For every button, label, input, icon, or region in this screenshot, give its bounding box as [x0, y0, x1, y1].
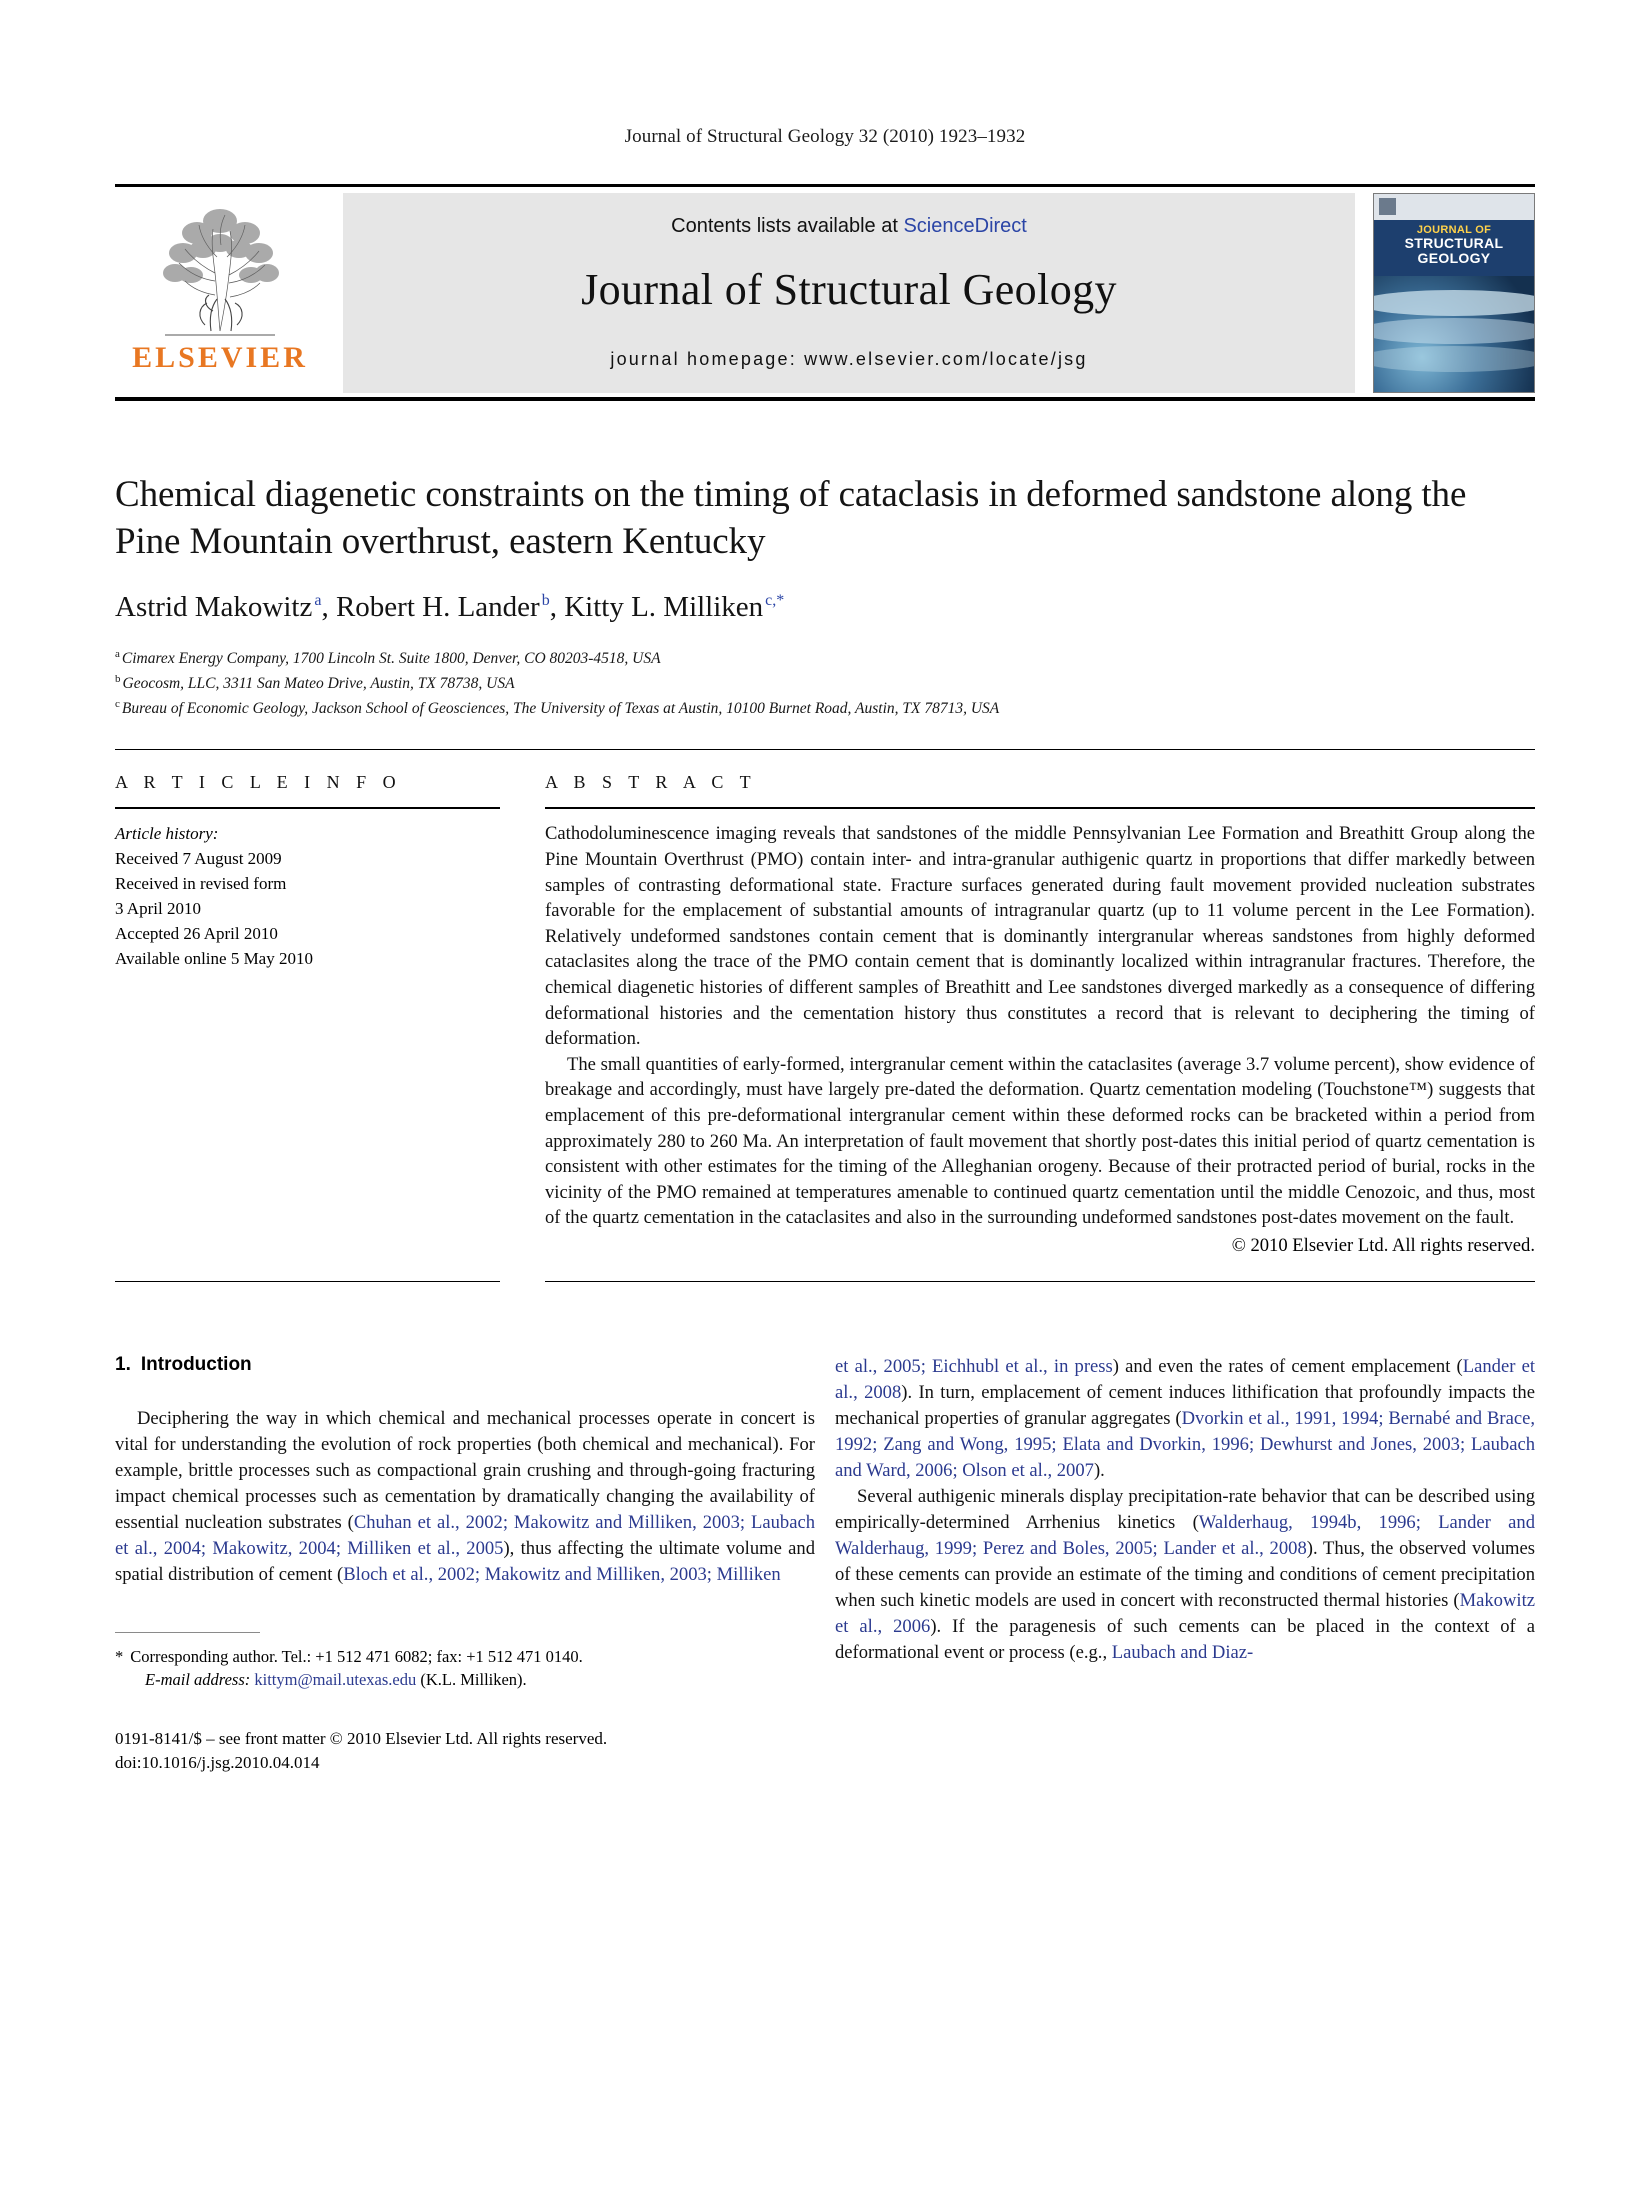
citation-group[interactable]: et al., 2005; Eichhubl et al., in press — [835, 1355, 1113, 1377]
author-separator: , — [321, 591, 336, 623]
info-section-top-rule — [115, 749, 1535, 750]
intro-text-2: ), thus affecting the ultimate volume and spatial distribution of cement ( — [115, 1537, 815, 1585]
author-affil-marker: a — [314, 592, 322, 610]
author-affil-marker: c,* — [765, 592, 785, 610]
author-name: Astrid Makowitz — [115, 591, 313, 623]
intro-text-3: ) and even the rates of cement emplacement ( — [1112, 1355, 1463, 1377]
body-right-column — [835, 1354, 1535, 1775]
intro-text-7: ). Thus, the observed volumes of these cements can provide an estimate of the timing and conditions of cement precipitation when such kinetic models are used in concert with reconstructed thermal histories ( — [835, 1537, 1536, 1611]
elsevier-wordmark: ELSEVIER — [132, 341, 308, 374]
info-bottom-rule-right — [545, 1281, 1535, 1282]
author-list — [115, 591, 1535, 624]
copyright-notice: © 2010 Elsevier Ltd. All rights reserved. — [1231, 1234, 1535, 1256]
affiliation-marker: a — [115, 648, 120, 660]
email-label: E-mail address: — [145, 1669, 251, 1689]
section-heading-introduction — [115, 1354, 815, 1376]
affiliation-item — [115, 694, 1535, 719]
frontmatter-line: 0191-8141/$ – see front matter © 2010 Elsevier Ltd. All rights reserved. — [115, 1728, 608, 1748]
citation-group[interactable]: Chuhan et al., 2002; Makowitz and Milliken, 2003; Laubach et al., 2004; Makowitz, 2004; Milliken et al., 2005 — [115, 1511, 815, 1559]
body-column-gap — [815, 1354, 835, 1775]
body-left-column — [115, 1354, 815, 1775]
doi-line[interactable]: doi:10.1016/j.jsg.2010.04.014 — [115, 1752, 320, 1772]
author-name: Robert H. Lander — [335, 591, 540, 623]
affiliation-text: Bureau of Economic Geology, Jackson School of Geosciences, The University of Texas at Austin, 10100 Burnet Road, Austin, TX 78713, USA — [121, 700, 1000, 718]
section-title: Introduction — [140, 1353, 252, 1375]
cover-logo-square — [1379, 198, 1396, 215]
cover-wave-3 — [1373, 346, 1535, 372]
cover-line-3: GEOLOGY — [1417, 250, 1491, 266]
cover-title-text — [1374, 224, 1534, 267]
article-history-item: Available online 5 May 2010 — [115, 949, 313, 969]
citation-group[interactable]: Makowitz et al., 2006 — [835, 1589, 1535, 1637]
article-history-item: Received 7 August 2009 — [115, 849, 282, 869]
article-info-column — [115, 772, 500, 1258]
corresponding-author-note — [115, 1645, 815, 1668]
affiliation-marker: c — [115, 698, 120, 711]
journal-homepage-link[interactable]: journal homepage: www.elsevier.com/locate/jsg — [610, 348, 1088, 369]
page-title: Chemical diagenetic constraints on the timing of cataclasis in deformed sandstone along the Pine Mountain overthrust, eastern Kentucky — [115, 474, 1467, 562]
cover-artwork — [1374, 276, 1534, 392]
article-info-rule — [115, 807, 500, 809]
section-number: 1. — [115, 1353, 131, 1375]
cover-wave-1 — [1373, 290, 1535, 316]
author-separator: , — [549, 591, 565, 623]
email-note — [115, 1668, 815, 1691]
intro-text-8: ). If the paragenesis of such cements can be placed in the context of a deformational event or process (e.g., — [835, 1615, 1535, 1663]
contents-prefix: Contents lists available at — [671, 214, 904, 237]
cover-line-2: STRUCTURAL — [1404, 235, 1504, 251]
abstract-paragraph: Cathodoluminescence imaging reveals that sandstones of the middle Pennsylvanian Lee Formation and Breathitt Group along the Pine Mountain Overthrust (PMO) contain inter- and intra-granular authigenic quartz in proportions that differ markedly between samples of contrasting deformational state. Fracture surfaces generated during fault movement provided nucleation substrates favorable for the emplacement of substantial amounts of intragranular quartz (up to 11 volume percent in the Lee Formation). Relatively undeformed sandstones contain cement that is dominantly intergranular whereas sandstones from highly deformed cataclasites along the trace of the PMO contain cement that is dominantly localized within intragranular fractures. Therefore, the chemical diagenetic histories of different samples of Breathitt and Lee sandstones diverged markedly as a consequence of differing deformational histories and the cementation history thus constitutes a record that is relevant to deciphering the timing of deformation. — [545, 823, 1535, 1050]
masthead-bottom-rule — [115, 397, 1535, 401]
info-bottom-rule-left — [115, 1281, 500, 1282]
cover-header-bar — [1374, 194, 1534, 220]
affiliation-item — [115, 669, 1535, 694]
abstract-column — [545, 772, 1535, 1258]
email-link[interactable]: kittym@mail.utexas.edu — [254, 1669, 417, 1689]
sciencedirect-link[interactable]: ScienceDirect — [903, 214, 1027, 237]
citation-group[interactable]: Lander et al., 2008 — [835, 1355, 1536, 1403]
affiliation-text: Geocosm, LLC, 3311 San Mateo Drive, Austin, TX 78738, USA — [122, 675, 515, 693]
citation-group[interactable]: Laubach and Diaz- — [1111, 1641, 1254, 1663]
author-item — [336, 591, 550, 623]
info-abstract-row — [115, 772, 1535, 1258]
elsevier-tree-icon — [145, 199, 295, 339]
affiliation-marker: b — [115, 673, 121, 686]
citation-group[interactable]: Walderhaug, 1994b, 1996; Lander and Walderhaug, 1999; Perez and Boles, 2005; Lander et al., 2008 — [835, 1511, 1535, 1559]
footnote-separator-rule — [115, 1632, 260, 1633]
elsevier-logo — [115, 193, 325, 393]
affiliation-text: Cimarex Energy Company, 1700 Lincoln St. Suite 1800, Denver, CO 80203-4518, USA — [121, 650, 661, 668]
abstract-label: A B S T R A C T — [545, 772, 757, 793]
column-gap — [500, 1281, 545, 1282]
article-history-item: Accepted 26 April 2010 — [115, 924, 278, 944]
author-item — [564, 591, 784, 623]
corresponding-author-text: Corresponding author. Tel.: +1 512 471 6082; fax: +1 512 471 0140. — [130, 1646, 583, 1666]
affiliation-item — [115, 644, 1535, 669]
author-item — [115, 591, 321, 623]
affiliation-list — [115, 644, 1535, 719]
intro-text-4: ). In turn, emplacement of cement induces lithification that profoundly impacts the mechanical properties of granular aggregates ( — [835, 1381, 1535, 1429]
intro-paragraph-right-1 — [835, 1354, 1535, 1484]
article-history-item: Received in revised form — [115, 874, 287, 894]
contents-list-line — [671, 215, 1027, 238]
cover-line-1: JOURNAL OF — [1416, 224, 1492, 236]
journal-banner — [343, 193, 1355, 393]
intro-paragraph-left — [115, 1406, 815, 1588]
citation-group[interactable]: Bloch et al., 2002; Makowitz and Milliken, 2003; Milliken — [343, 1563, 781, 1585]
article-history-item: 3 April 2010 — [115, 899, 201, 919]
citation-group[interactable]: Dvorkin et al., 1991, 1994; Bernabé and Brace, 1992; Zang and Wong, 1995; Elata and Dvorkin, 1996; Dewhurst and Jones, 2003; Laubach and Ward, 2006; Olson et al., 2007 — [835, 1407, 1535, 1481]
intro-text-1: Deciphering the way in which chemical and mechanical processes operate in concert is vital for understanding the evolution of rock properties (both chemical and mechanical). For example, brittle processes such as compactional grain crushing and through-going fracturing impact chemical processes such as cementation by dramatically changing the availability of essential nucleation substrates ( — [115, 1407, 815, 1533]
abstract-paragraph: The small quantities of early-formed, intergranular cement within the cataclasites (average 3.7 volume percent), show evidence of breakage and accordingly, must have largely pre-dated the deformation. Quartz cementation modeling (Touchstone™) suggests that emplacement of this pre-deformational intergranular cement within these deformed rocks can be bracketed within a period from approximately 280 to 260 Ma. An interpretation of fault movement that shortly post-dates this initial period of quartz cementation is consistent with other estimates for the timing of the Alleghanian orogeny. Because of their protracted period of burial, rocks in the vicinity of the PMO remained at temperatures amenable to continued quartz cementation until the middle Cenozoic, and thus, most of the quartz cementation in the cataclasites and also in the surrounding undeformed sandstones post-dates movement on the fault. — [545, 1053, 1535, 1229]
article-info-label: A R T I C L E I N F O — [115, 772, 402, 793]
body-columns — [115, 1354, 1535, 1775]
title-block — [115, 471, 1535, 719]
journal-masthead — [115, 184, 1535, 411]
journal-cover-thumbnail[interactable] — [1373, 193, 1535, 393]
running-head: Journal of Structural Geology 32 (2010) 1923–1932 — [624, 126, 1026, 147]
abstract-rule — [545, 807, 1535, 809]
author-name: Kitty L. Milliken — [564, 591, 764, 623]
cover-wave-2 — [1373, 318, 1535, 344]
corresponding-author-marker: * — [115, 1646, 124, 1666]
email-owner: (K.L. Milliken). — [420, 1669, 527, 1689]
footnote-area — [115, 1632, 815, 1775]
intro-paragraph-right-2 — [835, 1484, 1535, 1666]
info-section-bottom-rules — [115, 1281, 1535, 1282]
column-gap — [500, 772, 545, 1258]
author-affil-marker: b — [541, 592, 550, 610]
article-history-heading: Article history: — [115, 824, 219, 844]
intro-text-5: ). — [1093, 1459, 1105, 1481]
intro-text-6: Several authigenic minerals display precipitation-rate behavior that can be described using empirically-determined Arrhenius kinetics ( — [835, 1485, 1535, 1533]
journal-title: Journal of Structural Geology — [581, 264, 1117, 314]
